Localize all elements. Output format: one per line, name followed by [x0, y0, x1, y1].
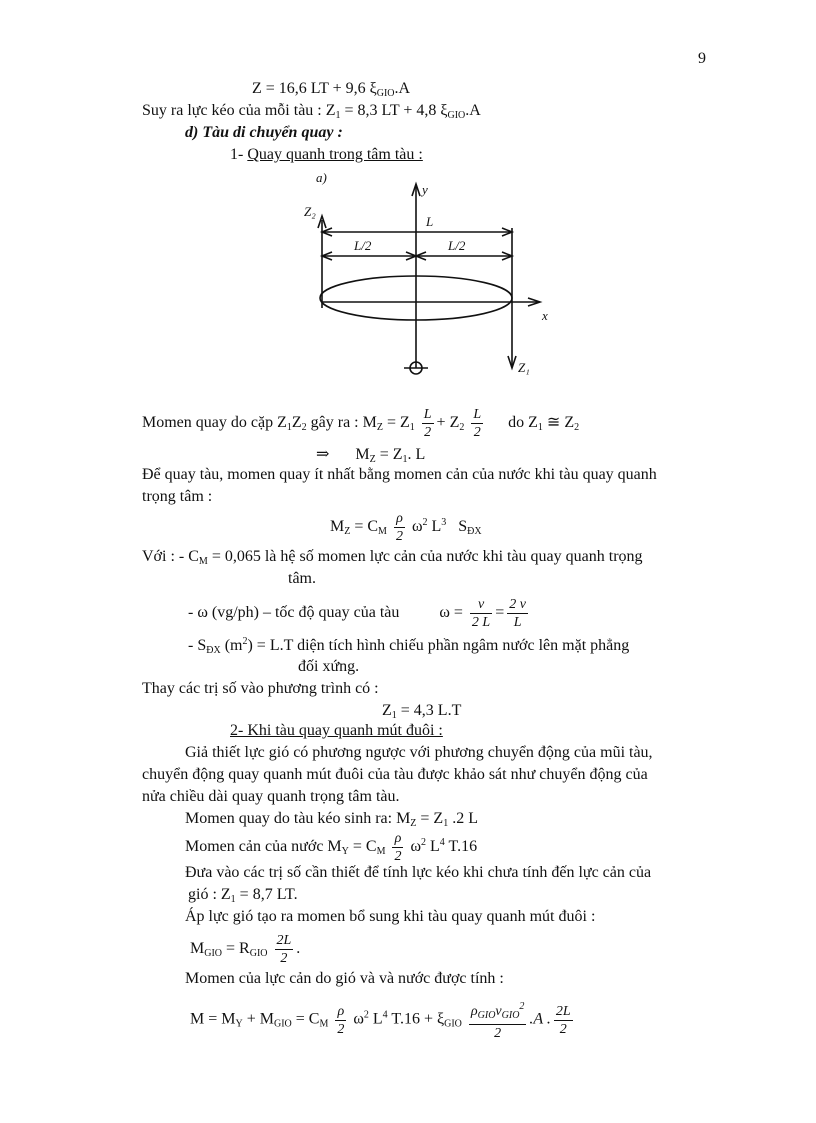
subscript: Z: [376, 422, 383, 434]
text: = C: [291, 1010, 320, 1028]
fraction-2L-2: [554, 1003, 573, 1038]
fraction-L-2: [471, 406, 483, 441]
denominator: 2: [275, 949, 294, 967]
text: M: [355, 446, 370, 463]
superscript: 2: [519, 1001, 525, 1012]
superscript: 4: [439, 837, 445, 849]
implies-symbol: ⇒: [316, 446, 330, 463]
subscript: 1: [391, 710, 397, 721]
denominator: 2: [471, 423, 483, 441]
text: L: [368, 1010, 383, 1028]
page-number: 9: [698, 50, 706, 67]
text: = Z: [416, 810, 444, 827]
subscript: GIO: [447, 110, 466, 121]
numerator: [469, 998, 527, 1024]
paragraph-line: trọng tâm :: [142, 488, 213, 505]
fraction-2L-2: [275, 932, 294, 967]
text: + Z: [436, 414, 460, 432]
denominator: 2 L: [471, 615, 491, 630]
text: . L: [407, 446, 426, 463]
text: ω =: [439, 604, 463, 622]
subscript: 2: [574, 422, 580, 434]
text: ω: [411, 518, 423, 536]
label-y: y: [422, 182, 428, 197]
subscript: Y: [341, 846, 349, 858]
subscript: 1: [409, 422, 415, 434]
superscript: 2: [421, 837, 427, 849]
denominator: L: [507, 613, 528, 631]
text: = 8,7 LT.: [235, 886, 298, 903]
subscript: 1: [402, 454, 408, 465]
subsection-heading-2: 2- Khi tàu quay quanh mút đuôi :: [230, 722, 443, 739]
subscript: ĐX: [467, 526, 482, 538]
superscript: 3: [441, 517, 447, 529]
text: M = M: [190, 1010, 236, 1028]
text: Momen quay do cặp Z: [142, 414, 287, 432]
moment-tow-equation: [185, 810, 478, 829]
subscript: 2: [459, 422, 465, 434]
superscript: 2: [363, 1009, 369, 1021]
subscript: M: [376, 846, 386, 858]
label-z1: Z₁: [518, 360, 530, 375]
paragraph-line: Thay các trị số vào phương trình có :: [142, 680, 379, 697]
text: - S: [188, 637, 207, 654]
subscript: GIO: [501, 1010, 520, 1021]
text: L: [426, 838, 440, 856]
diagram-label-a: a): [316, 170, 327, 185]
denominator: 2: [337, 1021, 345, 1037]
subscript: M: [319, 1018, 329, 1030]
text: T.16: [444, 838, 478, 856]
text: M: [330, 518, 345, 536]
denominator: 2: [395, 529, 403, 544]
subscript: GIO: [376, 88, 395, 99]
fraction-v-2L: [470, 596, 492, 631]
text: L: [427, 518, 442, 536]
subscript: 1: [230, 894, 236, 905]
numerator: 2L: [276, 933, 292, 948]
subscript: 1: [443, 818, 449, 829]
subscript: M: [378, 526, 387, 538]
subscript: Z: [369, 454, 376, 465]
superscript: 2: [422, 517, 428, 529]
subscript: GIO: [444, 1018, 462, 1030]
text: .A: [465, 102, 481, 119]
label-half-right: L/2: [448, 238, 466, 253]
denominator: 2: [394, 849, 402, 864]
z1-result: [382, 702, 461, 721]
mz-result: [316, 444, 425, 465]
text: .: [296, 940, 301, 958]
subsection-number: 1-: [230, 146, 248, 163]
numerator: v: [477, 597, 485, 612]
text: Suy ra lực kéo của mỗi tàu : Z: [142, 102, 336, 119]
moment-equation: [142, 406, 579, 441]
text: = 4,3 L.T: [396, 702, 462, 719]
text: = Z: [375, 446, 403, 463]
text: S: [458, 518, 468, 536]
subscript: GIO: [477, 1010, 496, 1021]
text: = C: [348, 838, 377, 856]
text: Z: [291, 414, 302, 432]
text: = Z: [382, 414, 410, 432]
definition-omega: [188, 596, 531, 631]
paragraph-line: Đưa vào các trị số cần thiết để tính lực kéo khi chưa tính đến lực cản của: [185, 864, 652, 881]
text: Z: [382, 702, 392, 719]
text: .A .: [529, 1010, 551, 1028]
paragraph-line: Áp lực gió tạo ra momen bổ sung khi tàu quay quanh mút đuôi :: [185, 908, 596, 925]
subsection-title: Quay quanh trong tâm tàu :: [247, 146, 423, 163]
text: = 8,3 LT + 4,8 ξ: [340, 102, 448, 119]
text: T.16 + ξ: [387, 1010, 445, 1028]
paragraph-line: chuyển động quay quanh mút đuôi của tàu được khảo sát như chuyển động của: [142, 766, 648, 783]
subscript: 1: [286, 422, 292, 434]
numerator: ρ: [396, 511, 403, 526]
subsection-heading-1: [230, 146, 423, 164]
text: ω: [410, 838, 422, 856]
text: = 0,065 là hệ số momen lực cản của nước khi tàu quay quanh trọng: [207, 548, 643, 565]
equation-text: Z = 16,6 LT + 9,6 ξ: [252, 80, 377, 97]
subscript: 1: [537, 422, 543, 434]
paragraph-line: Giả thiết lực gió có phương ngược với phương chuyển động của mũi tàu,: [185, 744, 653, 761]
superscript: 4: [382, 1009, 388, 1021]
denominator: 2: [554, 1020, 573, 1038]
paragraph-line: nửa chiều dài quay quanh trọng tâm tàu.: [142, 788, 400, 805]
label-L: L: [426, 214, 434, 229]
text: ≅ Z: [542, 414, 575, 432]
fraction-L-2: [422, 406, 434, 441]
subscript: 1: [335, 110, 341, 121]
label-half-left: L/2: [354, 238, 372, 253]
text: do Z: [508, 414, 538, 432]
text: .2 L: [448, 810, 478, 827]
section-heading-d: d) Tàu di chuyển quay :: [185, 124, 343, 141]
definition-cm: [142, 548, 643, 567]
total-moment-equation: [190, 998, 576, 1042]
equation-z-total: [252, 80, 410, 99]
subscript: GIO: [204, 948, 223, 960]
numerator: 2L: [555, 1003, 571, 1019]
m-gio-equation: [190, 932, 300, 967]
text: gây ra : M: [306, 414, 377, 432]
text: ρ: [470, 1004, 478, 1019]
subscript: GIO: [249, 948, 268, 960]
text: = C: [350, 518, 379, 536]
text: Momen quay do tàu kéo sinh ra: M: [185, 810, 411, 827]
subscript: Y: [235, 1018, 243, 1030]
text: Với : - C: [142, 548, 199, 565]
definition-sdx-cont: đối xứng.: [298, 658, 360, 675]
text: =: [495, 604, 505, 622]
paragraph-line: Momen của lực cản do gió và và nước được tính :: [185, 970, 504, 987]
subscript: 2: [301, 422, 307, 434]
superscript: 2: [242, 636, 248, 647]
denominator: 2: [469, 1024, 527, 1042]
label-x: x: [542, 308, 548, 323]
fraction-wind-pressure: [469, 998, 527, 1042]
mz-cm-equation: [330, 510, 482, 545]
text: Momen cản của nước M: [185, 838, 342, 856]
fraction-rho-2: [392, 830, 403, 865]
numerator: 2 v: [509, 597, 526, 612]
text: ) = L.T diện tích hình chiếu phần ngâm nước lên mặt phẳng: [247, 637, 630, 654]
subscript: Z: [344, 526, 351, 538]
moment-water-equation: [185, 830, 477, 865]
subscript: GIO: [273, 1018, 292, 1030]
denominator: 2: [422, 423, 434, 441]
numerator: L: [473, 407, 482, 422]
ship-rotation-diagram: [300, 168, 580, 390]
fraction-2v-L: [507, 596, 528, 631]
subscript: ĐX: [206, 645, 221, 656]
label-z2: Z₂: [304, 204, 316, 219]
paragraph-line: Để quay tàu, momen quay ít nhất bằng momen cản của nước khi tàu quay quanh: [142, 466, 657, 483]
numerator: ρ: [394, 831, 402, 846]
definition-sdx: [188, 636, 629, 656]
text: M: [190, 940, 205, 958]
subscript: M: [198, 556, 208, 567]
text: ω: [353, 1010, 364, 1028]
text: gió : Z: [188, 886, 231, 903]
text: (m: [220, 637, 243, 654]
numerator: ρ: [337, 1003, 345, 1019]
text: - ω (vg/ph) – tốc độ quay của tàu: [188, 604, 400, 622]
subscript: Z: [410, 818, 417, 829]
equation-z1: [142, 102, 481, 121]
text: v: [495, 1004, 502, 1019]
definition-cm-cont: tâm.: [288, 570, 316, 587]
fraction-rho-2: [335, 1003, 346, 1038]
numerator: L: [423, 407, 432, 422]
text: + M: [242, 1010, 274, 1028]
fraction-rho-2: [394, 510, 405, 545]
z1-value: [188, 886, 298, 905]
equation-text: .A: [394, 80, 411, 97]
text: = R: [222, 940, 250, 958]
